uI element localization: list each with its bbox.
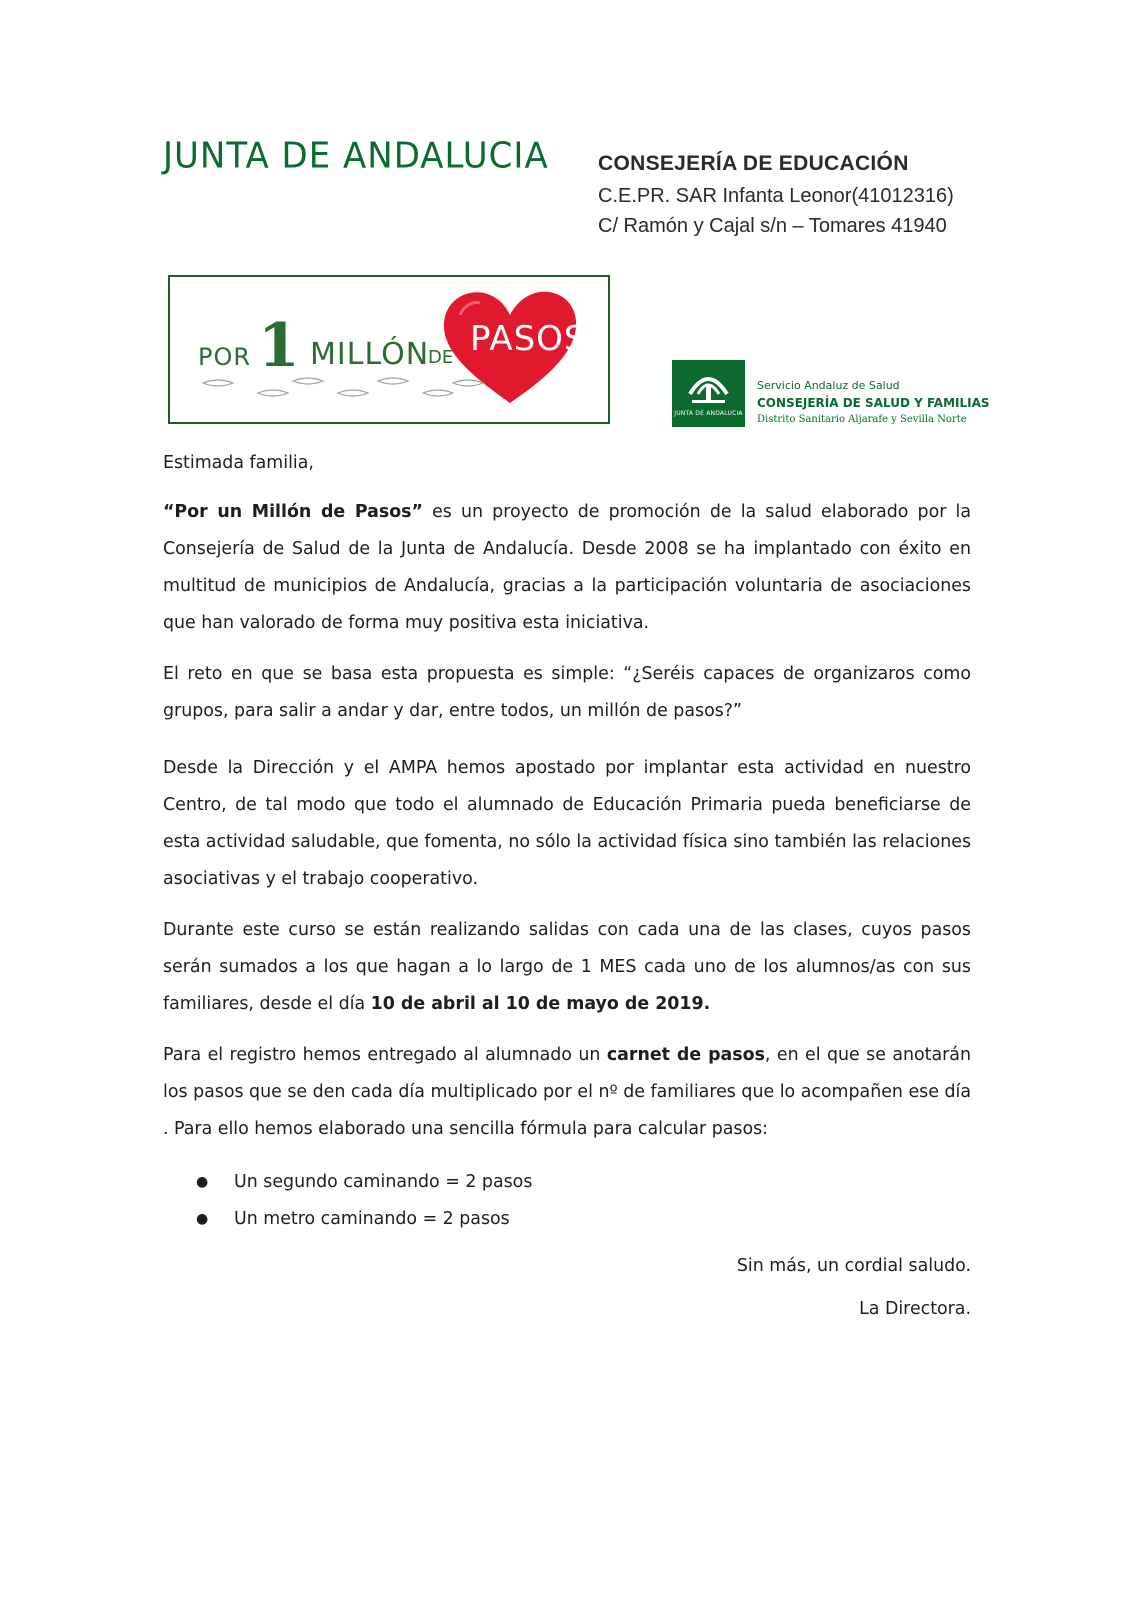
junta-emblem-logo (672, 360, 745, 427)
emblem-caption: JUNTA DE ANDALUCIA (674, 410, 743, 417)
paragraph-challenge: El reto en que se basa esta propuesta es simple: “¿Seréis capaces de organizaros como grupos, para salir a andar y dar, entre todos, un millón de pasos?” (163, 664, 971, 721)
banner-de: DE (428, 347, 454, 368)
banner-title (198, 311, 458, 381)
paragraph-registry-rest: , en el que se anotarán los pasos que se den cada día multiplicado por el nº de familiares que lo acompañen ese día . Para ello hemos elaborado una sencilla fórmula para calcular pasos: (163, 1045, 971, 1139)
paragraph-dates (163, 912, 971, 1023)
paragraph-intro (163, 494, 971, 642)
closing: Sin más, un cordial saludo. (736, 1256, 971, 1276)
list-item (196, 1200, 532, 1237)
consejeria-salud: CONSEJERÍA DE SALUD Y FAMILIAS (757, 396, 990, 410)
junta-de-andalucia-logo: JUNTA DE ANDALUCIA (163, 135, 549, 177)
carnet-de-pasos: carnet de pasos (606, 1045, 765, 1065)
banner-millon: MILLÓN (310, 337, 430, 372)
formula-list (196, 1163, 532, 1237)
banner-por: POR (198, 343, 252, 371)
bullet-icon: ● (196, 1173, 209, 1190)
project-name: “Por un Millón de Pasos” (163, 502, 423, 522)
consejeria-heading: CONSEJERÍA DE EDUCACIÓN (598, 152, 909, 175)
banner-one: 1 (258, 311, 300, 381)
paragraph-registry-start: Para el registro hemos entregado al alumnado un (163, 1045, 607, 1065)
sas-name: Servicio Andaluz de Salud (757, 379, 900, 392)
paragraph-dates-text: Durante este curso se están realizando salidas con cada una de las clases, cuyos pasos serán sumados a los que hagan a lo largo de 1 MES cada uno de los alumnos/as con sus familiares, desde el día (163, 920, 971, 1014)
school-address: C/ Ramón y Cajal s/n – Tomares 41940 (598, 215, 947, 237)
paragraph-registry (163, 1037, 971, 1148)
list-item-text: Un metro caminando = 2 pasos (234, 1208, 510, 1229)
signature: La Directora. (859, 1299, 971, 1319)
millon-de-pasos-banner (168, 275, 610, 424)
greeting: Estimada familia, (163, 453, 314, 473)
footprints-icon (198, 373, 488, 403)
bullet-icon: ● (196, 1210, 209, 1227)
list-item-text: Un segundo caminando = 2 pasos (234, 1171, 533, 1192)
andalucia-emblem-icon (686, 366, 731, 408)
date-range: 10 de abril al 10 de mayo de 2019. (370, 994, 711, 1014)
distrito-sanitario: Distrito Sanitario Aljarafe y Sevilla Norte (757, 414, 967, 425)
banner-pasos: PASOS (470, 319, 587, 359)
school-name: C.E.PR. SAR Infanta Leonor(41012316) (598, 185, 954, 207)
paragraph-direction: Desde la Dirección y el AMPA hemos apostado por implantar esta actividad en nuestro Centro, de tal modo que todo el alumnado de Educación Primaria pueda beneficiarse de esta actividad saludable, que fomenta, no sólo la actividad física sino también las relaciones asociativas y el trabajo cooperativo. (163, 758, 971, 889)
paragraph-intro-text: es un proyecto de promoción de la salud elaborado por la Consejería de Salud de la Junta de Andalucía. Desde 2008 se ha implantado con éxito en multitud de municipios de Andalucía, gracias a la participación voluntaria de asociaciones que han valorado de forma muy positiva esta iniciativa. (163, 502, 971, 633)
list-item (196, 1163, 532, 1200)
